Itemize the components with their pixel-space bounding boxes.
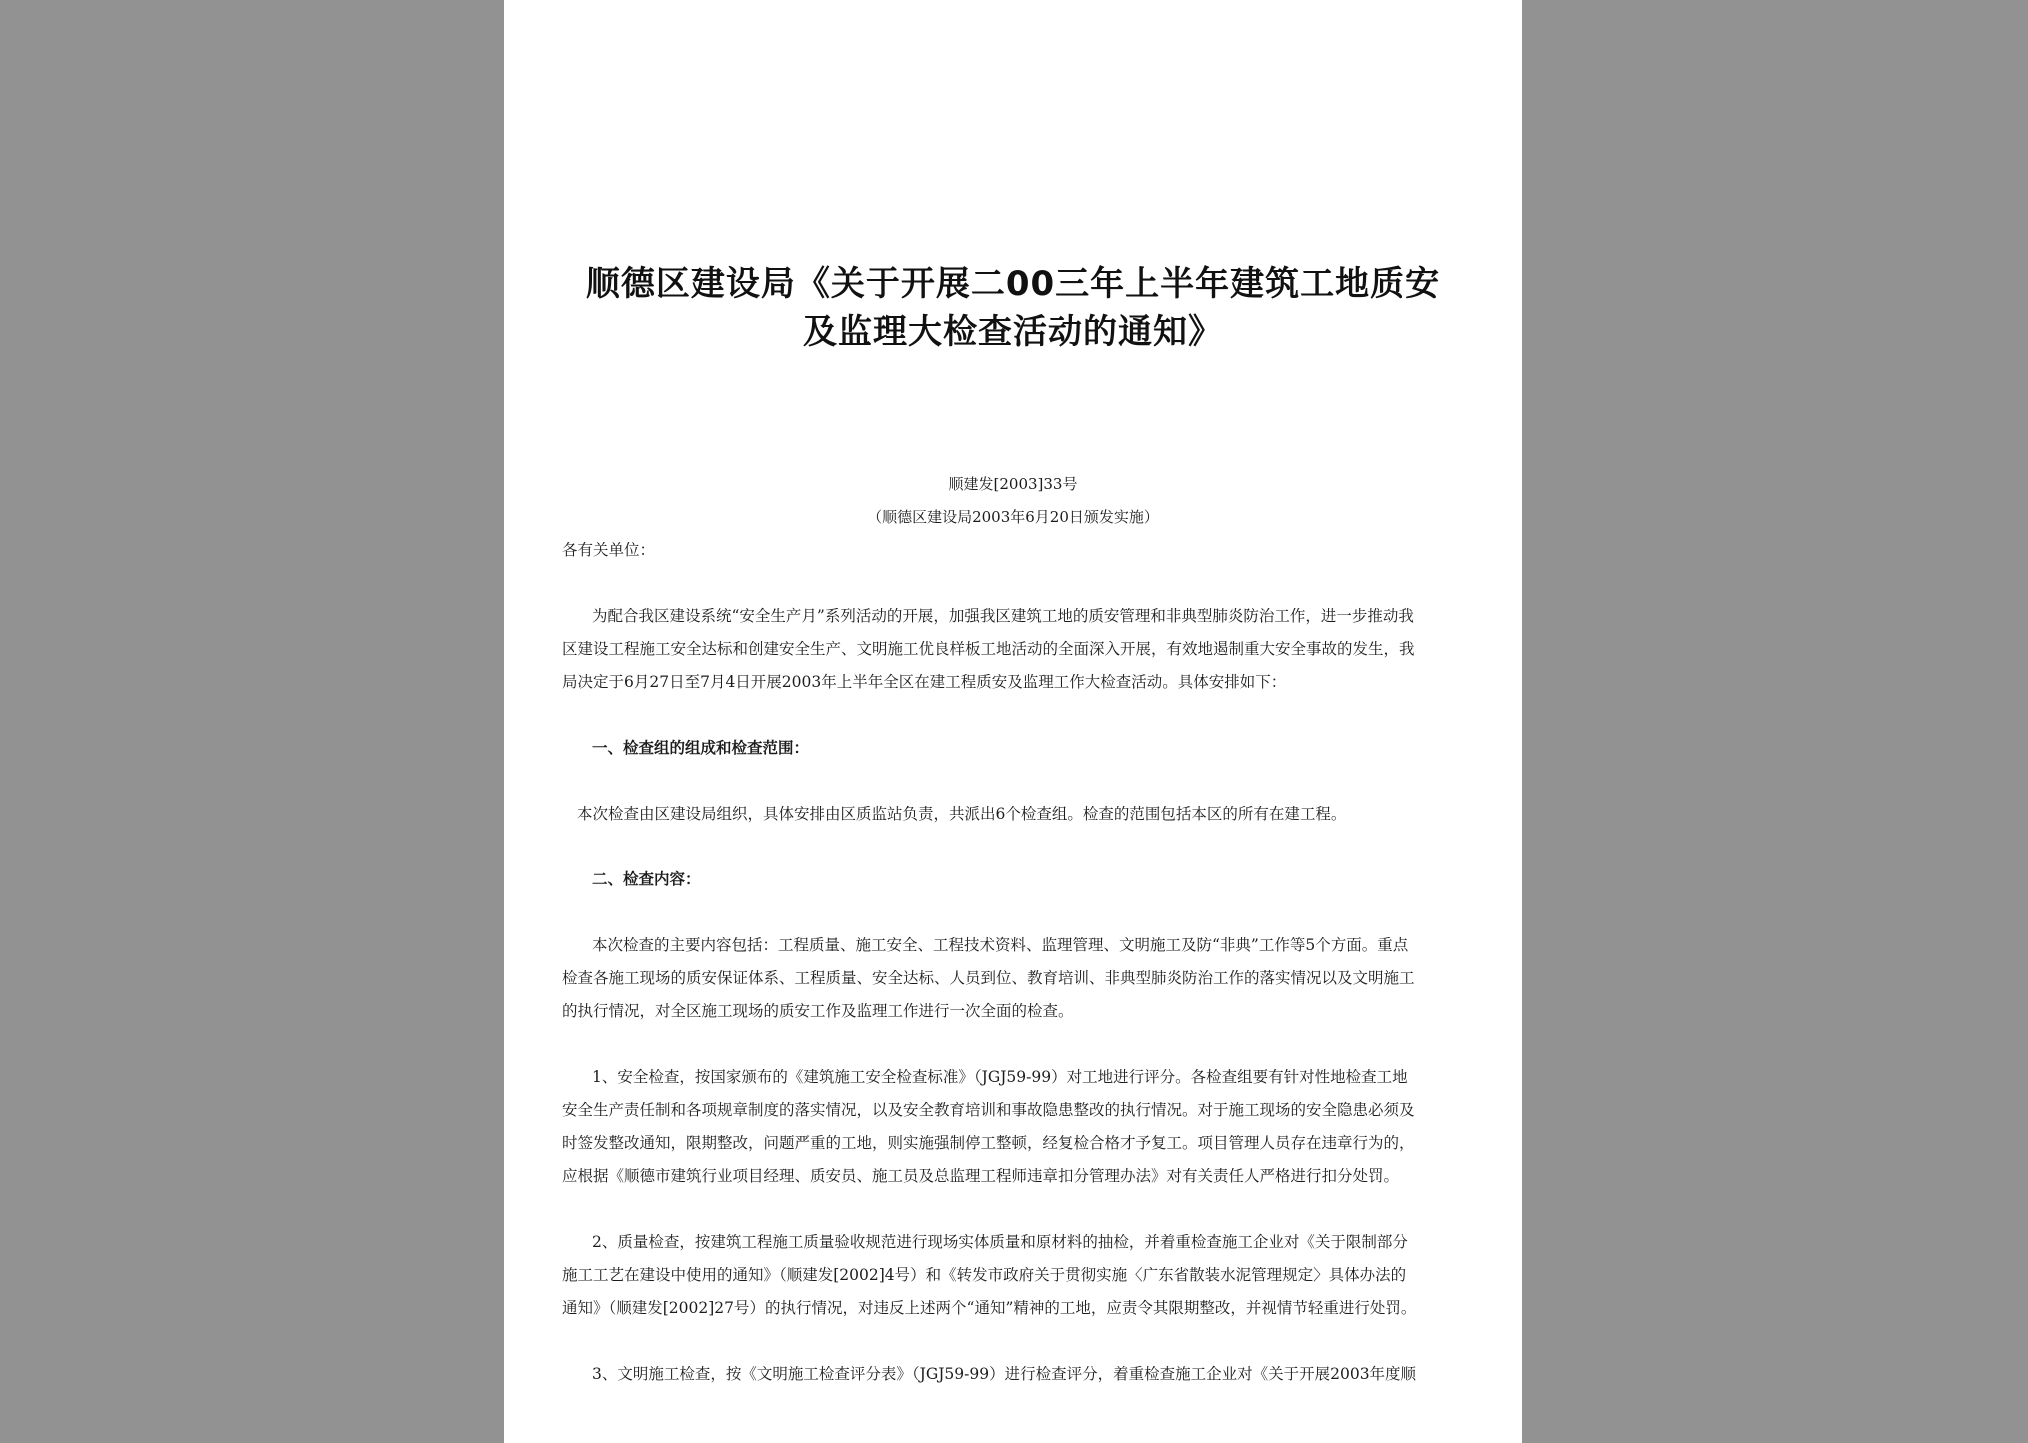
item-1-line-1: 1、安全检查，按国家颁布的《建筑施工安全检查标准》（JGJ59-99）对工地进行评分。各检查组要有针对性地检查工地 (592, 1068, 1408, 1086)
document-title-line-1: 顺德区建设局《关于开展二00三年上半年建筑工地质安 (585, 264, 1441, 304)
intro-line-1: 为配合我区建设系统“安全生产月”系列活动的开展，加强我区建筑工地的质安管理和非典型肺炎防治工作，进一步推动我 (592, 607, 1414, 625)
item-3-line-1: 3、文明施工检查，按《文明施工检查评分表》（JGJ59-99）进行检查评分，着重检查施工企业对《关于开展2003年度顺 (592, 1365, 1417, 1383)
intro-line-2: 区建设工程施工安全达标和创建安全生产、文明施工优良样板工地活动的全面深入开展，有效地遏制重大安全事故的发生，我 (562, 640, 1415, 658)
section-2-line-2: 检查各施工现场的质安保证体系、工程质量、安全达标、人员到位、教育培训、非典型肺炎防治工作的落实情况以及文明施工 (562, 969, 1415, 987)
section-2-line-1: 本次检查的主要内容包括：工程质量、施工安全、工程技术资料、监理管理、文明施工及防“非典”工作等5个方面。重点 (592, 936, 1409, 954)
document-title-line-2: 及监理大检查活动的通知》 (803, 312, 1223, 352)
section-heading-1: 一、检查组的组成和检查范围： (592, 738, 810, 757)
issue-note: （顺德区建设局2003年6月20日颁发实施） (867, 508, 1159, 526)
document-page (504, 0, 1522, 1443)
item-1-line-2: 安全生产责任制和各项规章制度的落实情况，以及安全教育培训和事故隐患整改的执行情况。对于施工现场的安全隐患必须及 (562, 1101, 1415, 1119)
item-1-line-4: 应根据《顺德市建筑行业项目经理、质安员、施工员及总监理工程师违章扣分管理办法》对有关责任人严格进行扣分处罚。 (562, 1167, 1400, 1185)
section-heading-2: 二、检查内容： (592, 869, 701, 888)
section-1-text: 本次检查由区建设局组织，具体安排由区质监站负责，共派出6个检查组。检查的范围包括本区的所有在建工程。 (577, 805, 1347, 823)
intro-line-3: 局决定于6月27日至7月4日开展2003年上半年全区在建工程质安及监理工作大检查活动。具体安排如下： (562, 673, 1287, 691)
salutation: 各有关单位： (562, 541, 656, 559)
section-2-line-3: 的执行情况，对全区施工现场的质安工作及监理工作进行一次全面的检查。 (562, 1002, 1074, 1020)
item-2-line-2: 施工工艺在建设中使用的通知》（顺建发[2002]4号）和《转发市政府关于贯彻实施〈广东省散装水泥管理规定〉具体办法的 (562, 1266, 1407, 1284)
item-2-line-3: 通知》（顺建发[2002]27号）的执行情况，对违反上述两个“通知”精神的工地，应责令其限期整改，并视情节轻重进行处罚。 (562, 1299, 1417, 1317)
item-2-line-1: 2、质量检查，按建筑工程施工质量验收规范进行现场实体质量和原材料的抽检，并着重检查施工企业对《关于限制部分 (592, 1233, 1408, 1251)
item-1-line-3: 时签发整改通知，限期整改，问题严重的工地，则实施强制停工整顿，经复检合格才予复工。项目管理人员存在违章行为的， (562, 1134, 1415, 1152)
document-number: 顺建发[2003]33号 (948, 475, 1078, 493)
